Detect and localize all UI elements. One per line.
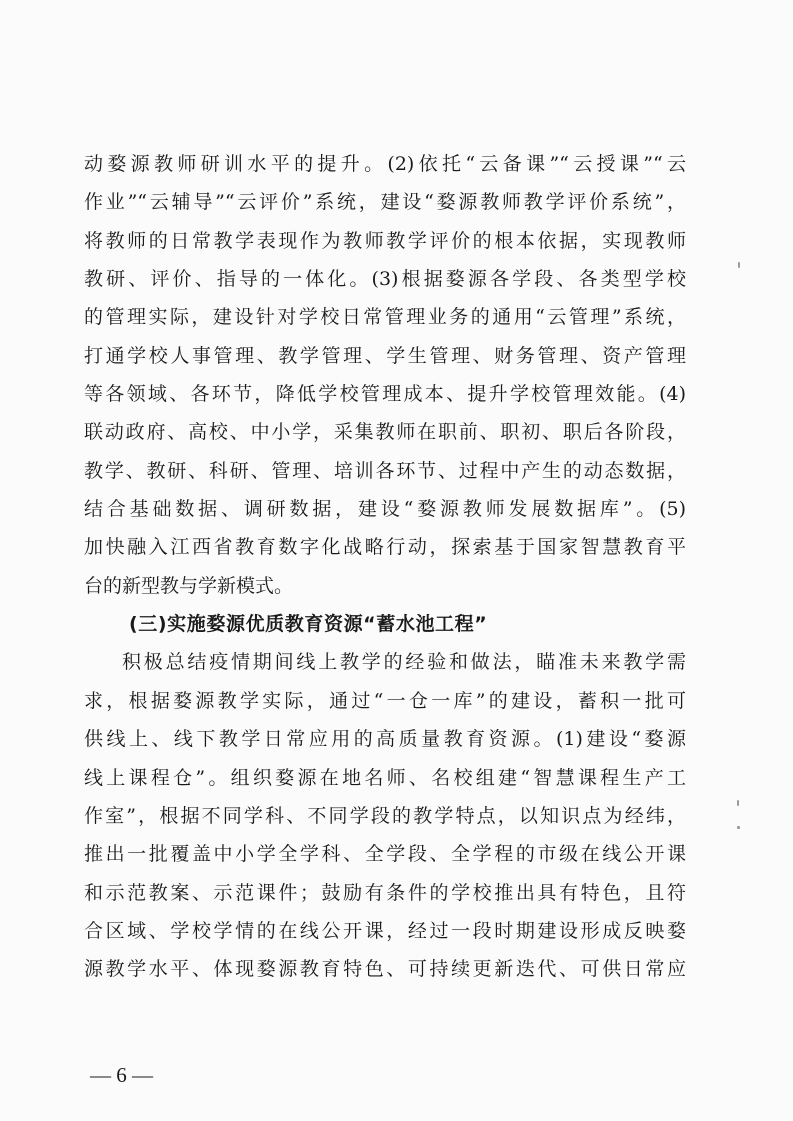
text-line: 源教学水平、体现婺源教育特色、可持续更新迭代、可供日常应: [84, 958, 686, 981]
text-line: 线上课程仓”。组织婺源在地名师、名校组建“智慧课程生产工: [84, 766, 686, 789]
text-line: 求，根据婺源教学实际，通过“一仓一库”的建设，蓄积一批可: [84, 689, 686, 712]
text-line: 和示范教案、示范课件；鼓励有条件的学校推出具有特色，且符: [84, 881, 686, 904]
paragraph-2: [84, 643, 686, 988]
scan-speck: [737, 800, 739, 806]
text-line: 供线上、线下教学日常应用的高质量教育资源。(1)建设“婺源: [84, 728, 686, 751]
scan-speck: [738, 262, 740, 268]
text-line: 动婺源教师研训水平的提升。(2)依托“云备课”“云授课”“云: [84, 153, 686, 175]
scan-speck: [737, 826, 740, 829]
text-line: 打通学校人事管理、教学管理、学生管理、财务管理、资产管理: [84, 344, 686, 367]
text-line: 等各领域、各环节，降低学校管理成本、提升学校管理效能。(4): [84, 383, 686, 406]
section-heading: (三)实施婺源优质教育资源“蓄水池工程”: [129, 613, 488, 636]
text-line: 台的新型教与学新模式。: [84, 574, 294, 597]
text-line: 结合基础数据、调研数据，建设“婺源教师发展数据库”。(5): [84, 498, 686, 521]
text-line: 教研、评价、指导的一体化。(3)根据婺源各学段、各类型学校: [84, 268, 686, 291]
text-line: 联动政府、高校、中小学，采集教师在职前、职初、职后各阶段，: [84, 421, 686, 444]
text-line: 加快融入江西省教育数字化战略行动，探索基于国家智慧教育平: [84, 536, 686, 559]
text-line: 的管理实际，建设针对学校日常管理业务的通用“云管理”系统，: [84, 306, 686, 329]
text-line: 积极总结疫情期间线上教学的经验和做法，瞄准未来教学需: [122, 651, 686, 674]
text-line: 合区域、学校学情的在线公开课，经过一段时期建设形成反映婺: [84, 919, 686, 942]
text-line: 教学、教研、科研、管理、培训各环节、过程中产生的动态数据，: [84, 459, 686, 482]
text-line: 推出一批覆盖中小学全学科、全学段、全学程的市级在线公开课: [84, 843, 686, 866]
page-number: — 6 —: [90, 1063, 153, 1087]
text-line: 作业”“云辅导”“云评价”系统，建设“婺源教师教学评价系统”，: [84, 191, 686, 214]
text-line: 将教师的日常教学表现作为教师教学评价的根本依据，实现教师: [84, 229, 686, 252]
paragraph-1: [84, 145, 686, 605]
document-body: [84, 145, 686, 989]
text-line: 作室”，根据不同学科、不同学段的教学特点，以知识点为经纬，: [84, 804, 686, 827]
